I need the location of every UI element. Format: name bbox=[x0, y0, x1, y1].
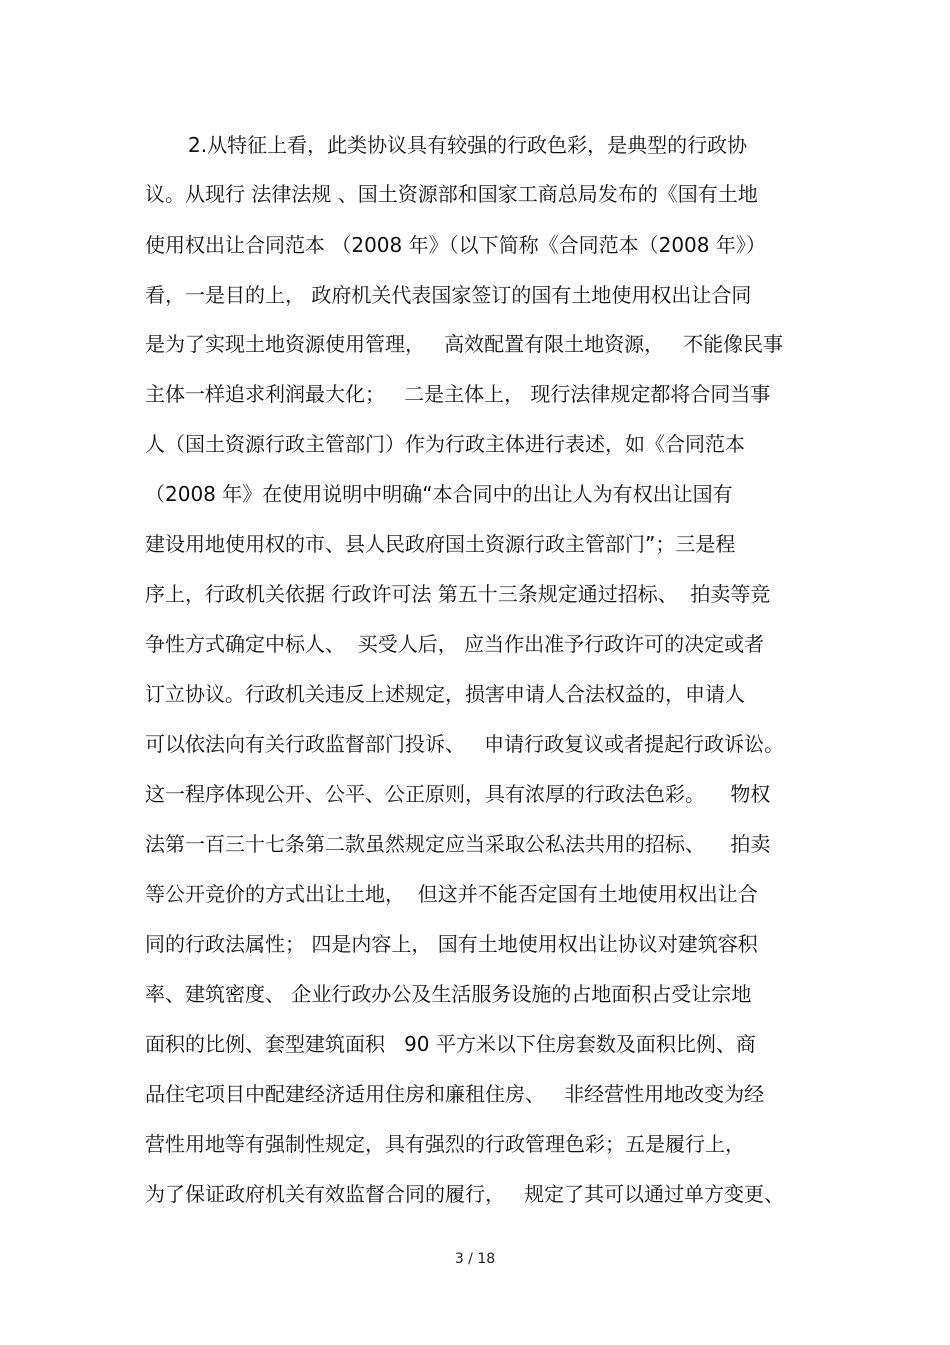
text-line-4: 看，一是目的上， 政府机关代表国家签订的国有土地使用权出让合同 bbox=[145, 283, 752, 307]
text-line-6: 主体一样追求利润最大化； 二是主体上， 现行法律规定都将合同当事 bbox=[145, 382, 771, 406]
text-line-3: 使用权出让合同范本 （2008 年》（以下简称《合同范本（2008 年》） bbox=[145, 233, 766, 257]
text-line-1: 2.从特征上看，此类协议具有较强的行政色彩，是典型的行政协 bbox=[188, 133, 748, 157]
text-line-16: 等公开竞价的方式出让土地， 但这并不能否定国有土地使用权出让合 bbox=[145, 882, 758, 906]
text-line-11: 争性方式确定中标人、 买受人后， 应当作出准予行政许可的决定或者 bbox=[145, 632, 765, 656]
page-number: 3 / 18 bbox=[454, 1251, 496, 1267]
text-line-17: 同的行政法属性； 四是内容上， 国有土地使用权出让协议对建筑容积 bbox=[145, 932, 758, 956]
text-line-13: 可以依法向有关行政监督部门投诉、 申请行政复议或者提起行政诉讼。 bbox=[145, 732, 785, 756]
text-line-22: 为了保证政府机关有效监督合同的履行， 规定了其可以通过单方变更、 bbox=[145, 1182, 785, 1206]
text-line-12: 订立协议。行政机关违反上述规定，损害申请人合法权益的，申请人 bbox=[145, 682, 745, 706]
text-line-7: 人（国土资源行政主管部门）作为行政主体进行表述，如《合同范本 bbox=[145, 432, 745, 456]
text-line-20: 品住宅项目中配建经济适用住房和廉租住房、 非经营性用地改变为经 bbox=[145, 1082, 765, 1106]
text-line-19: 面积的比例、套型建筑面积 90 平方米以下住房套数及面积比例、商 bbox=[145, 1032, 756, 1056]
text-line-9: 建设用地使用权的市、县人民政府国土资源行政主管部门”；三是程 bbox=[145, 532, 736, 556]
text-line-10: 序上，行政机关依据 行政许可法 第五十三条规定通过招标、 拍卖等竞 bbox=[145, 582, 771, 606]
text-line-2: 议。从现行 法律法规 、国土资源部和国家工商总局发布的《国有土地 bbox=[145, 182, 758, 206]
text-line-5: 是为了实现土地资源使用管理， 高效配置有限土地资源， 不能像民事 bbox=[145, 332, 784, 356]
text-line-21: 营性用地等有强制性规定，具有强烈的行政管理色彩；五是履行上， bbox=[145, 1132, 745, 1156]
text-line-14: 这一程序体现公开、公平、公正原则，具有浓厚的行政法色彩。 物权 bbox=[145, 782, 771, 806]
text-line-8: （2008 年》在使用说明中明确“本合同中的出让人为有权出让国有 bbox=[145, 482, 733, 506]
text-line-18: 率、建筑密度、 企业行政办公及生活服务设施的占地面积占受让宗地 bbox=[145, 982, 752, 1006]
text-line-15: 法第一百三十七条第二款虽然规定应当采取公私法共用的招标、 拍卖 bbox=[145, 832, 771, 856]
